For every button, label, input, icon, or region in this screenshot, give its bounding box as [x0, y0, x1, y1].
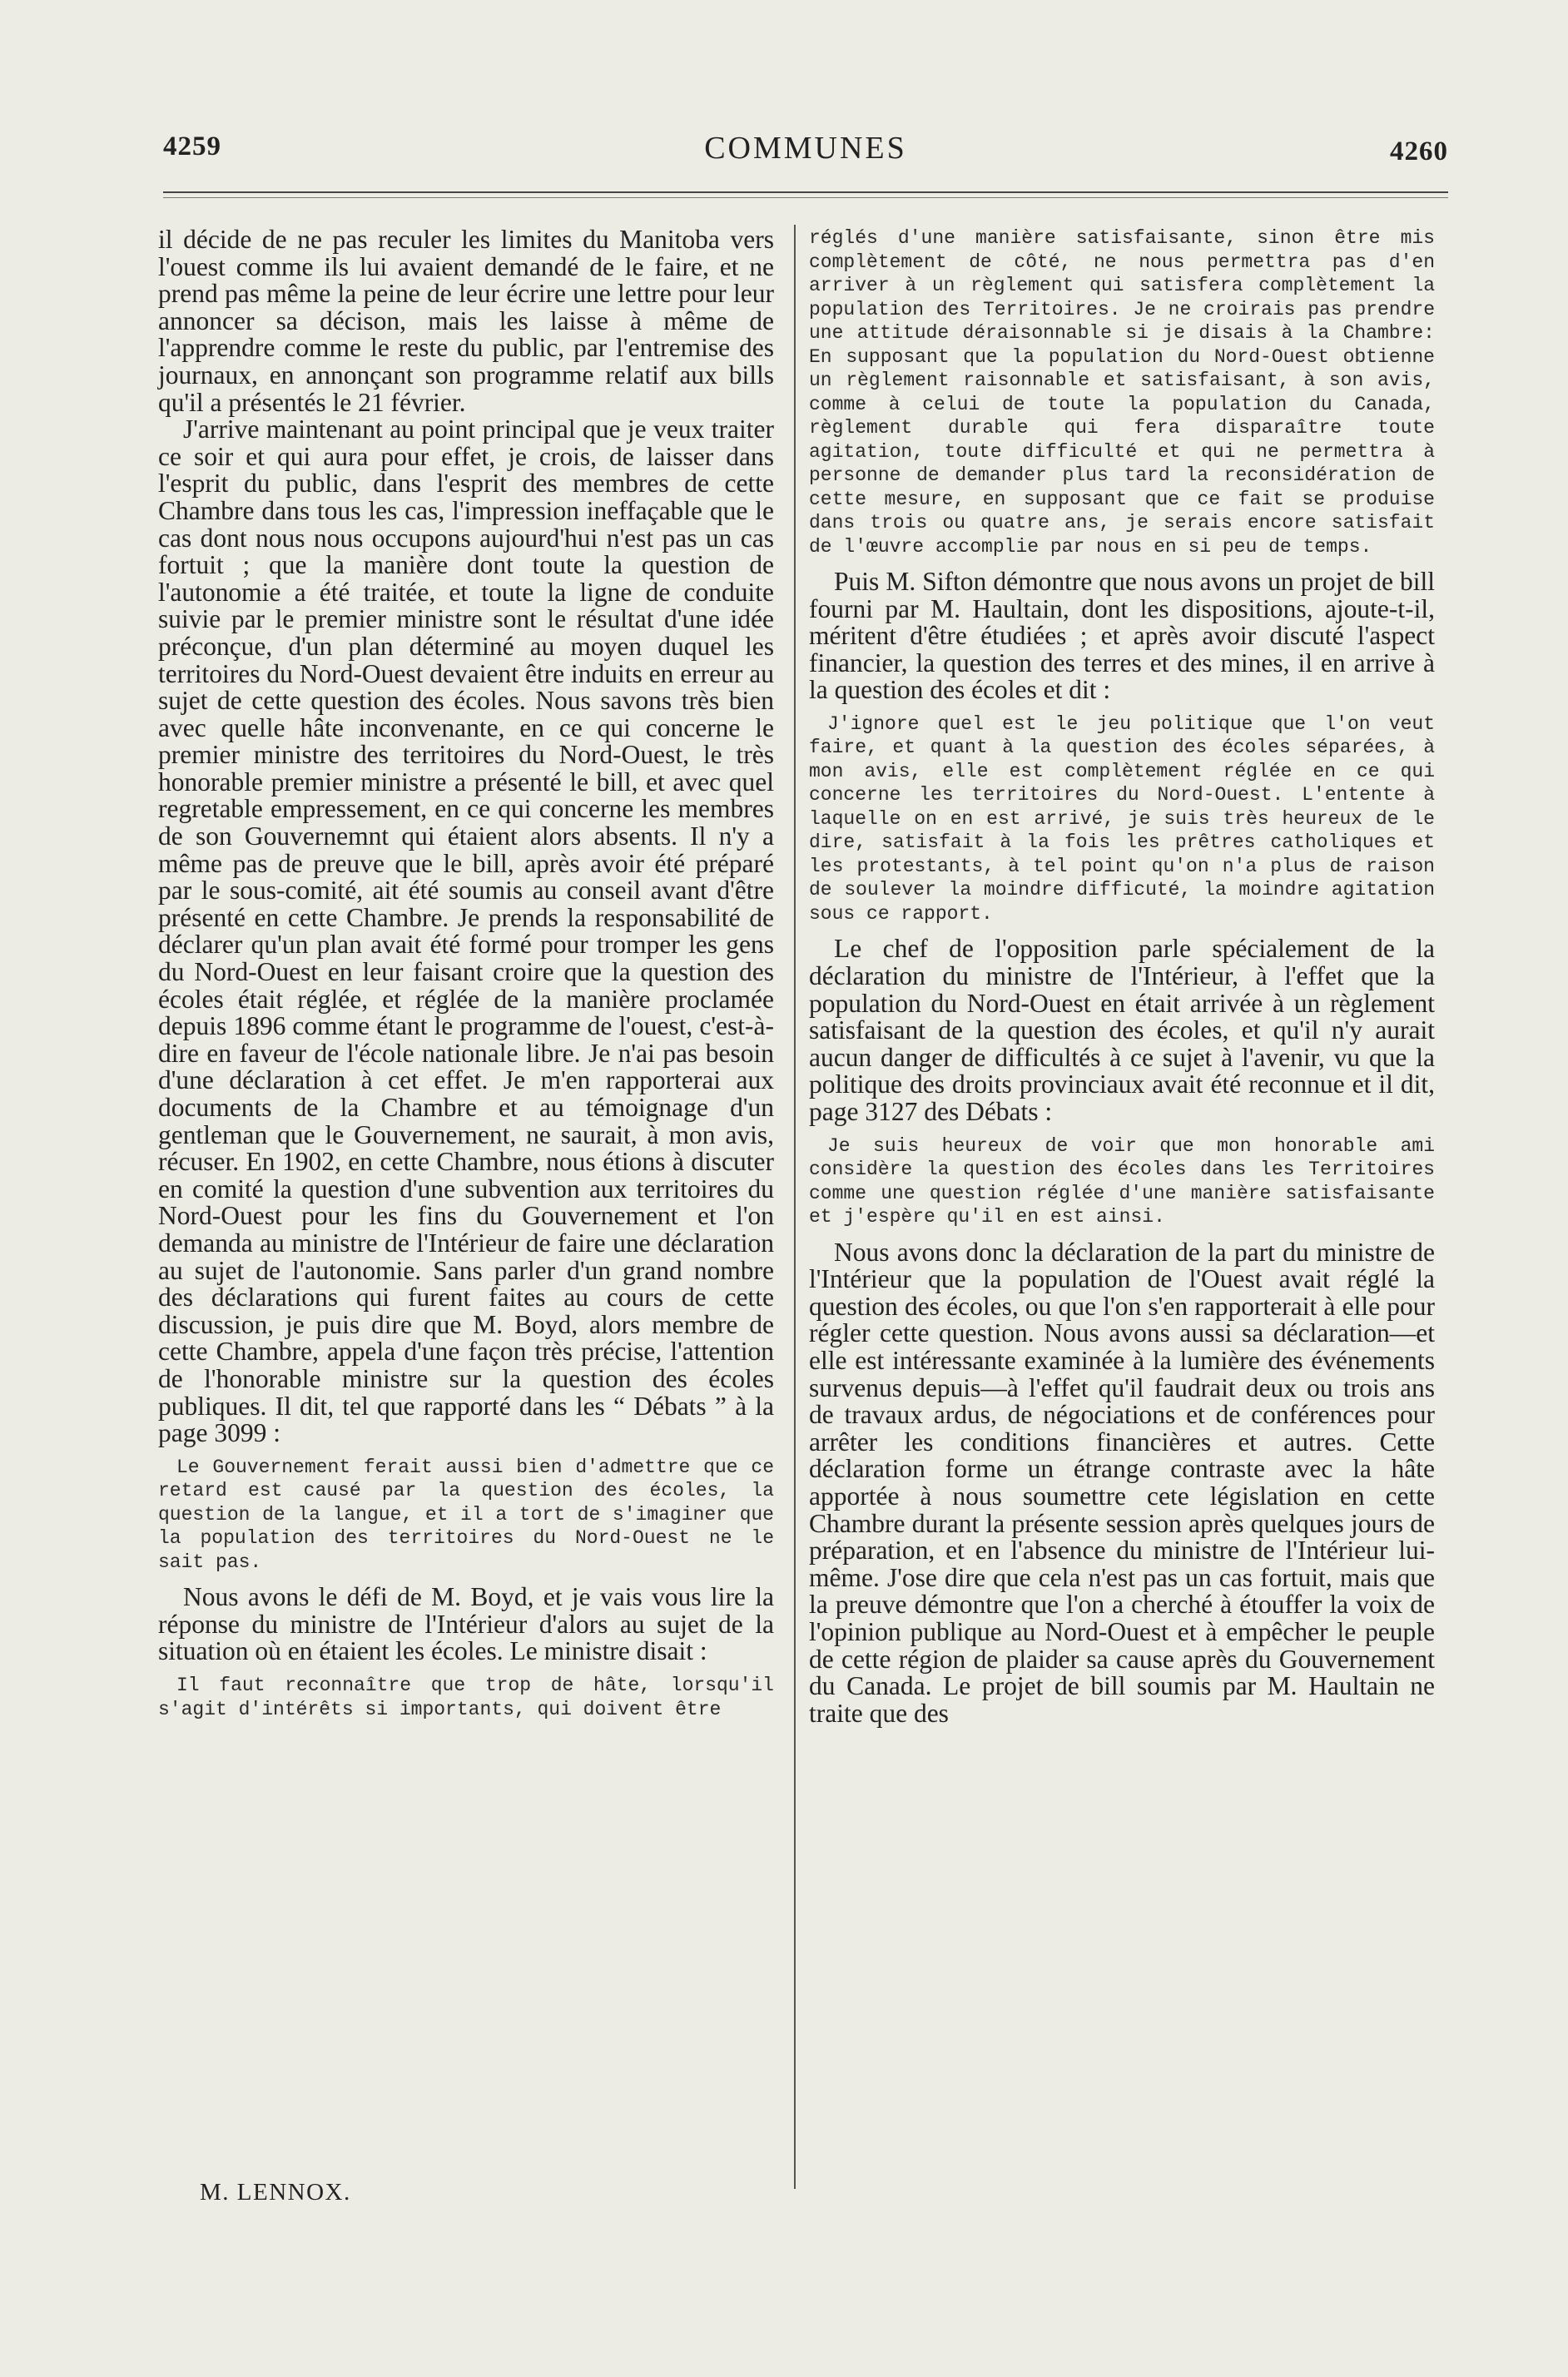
paragraph: Puis M. Sifton démontre que nous avons un projet de bill fourni par M. Haultain, dont les dispositions, ajoute-t-il, méritent d'être étudiées ; et après avoir discuté l'aspect financier, la question des terres et des mines, il en arrive à la question des écoles et dit : [809, 567, 1435, 705]
header-rule-thin [163, 197, 1448, 198]
speaker-signature: M. LENNOX. [200, 2179, 351, 2206]
quoted-paragraph: Il faut reconnaître que trop de hâte, lorsqu'il s'agit d'intérêts si importants, qui doivent être [158, 1675, 774, 1720]
right-column [809, 226, 1435, 1727]
paragraph: Le chef de l'opposition parle spécialement de la déclaration du ministre de l'Intérieur, à l'effet que la population du Nord-Ouest en était arrivée à un règlement satisfaisant de la question des écoles, et qu'il n'y aurait aucun danger de difficultés à ce sujet à l'avenir, vu que la politique des droits provinciaux avait été reconnue et il dit, page 3127 des Débats : [809, 934, 1435, 1127]
left-column [158, 226, 774, 1731]
header-rule [163, 191, 1448, 193]
left-page-number: 4259 [163, 132, 221, 161]
quoted-paragraph: Je suis heureux de voir que mon honorable ami considère la question des écoles dans les Territoires comme une question réglée d'une manière satisfaisante et j'espère qu'il en est ainsi. [809, 1134, 1435, 1228]
paragraph: il décide de ne pas reculer les limites du Manitoba vers l'ouest comme ils lui avaient demandé de le faire, et ne prend pas même la peine de leur écrire une lettre pour leur annoncer sa décison, mais les laisse à même de l'apprendre comme le reste du public, par l'entremise des journaux, en annonçant son programme relatif aux bills qu'il a présentés le 21 février. [158, 225, 774, 417]
paragraph: Nous avons le défi de M. Boyd, et je vais vous lire la réponse du ministre de l'Intérieur d'alors au sujet de la situation où en étaient les écoles. Le ministre disait : [158, 1582, 774, 1666]
page-header [163, 123, 1448, 173]
column-divider [794, 225, 796, 2189]
quoted-paragraph: Le Gouvernement ferait aussi bien d'admettre que ce retard est causé par la question des écoles, la question de la langue, et il a tort de s'imaginer que la population des territoires du Nord-Ouest ne le sait pas. [158, 1456, 774, 1573]
paragraph: Nous avons donc la déclaration de la part du ministre de l'Intérieur que la population de l'Ouest avait réglé la question des écoles, ou que l'on s'en rapporterait à elle pour régler cette question. Nous avons aussi sa déclaration—et elle est intéressante examinée à la lumière des événements survenus depuis—à l'effet qu'il faudrait deux ou trois ans de travaux ardus, de négociations et de conférences pour arrêter les conditions financières et autres. Cette déclaration forme un étrange contraste avec la hâte apportée à nous soumettre cete législation en cette Chambre durant la présente session après quelques jours de préparation, et en l'absence du ministre de l'Intérieur lui-même. J'ose dire que cela n'est pas un cas fortuit, mais que la preuve démontre que l'on a cherché à étouffer la voix de l'opinion publique au Nord-Ouest et à empêcher le peuple de cette région de plaider sa cause après du Gouvernement du Canada. Le projet de bill soumis par M. Haultain ne traite que des [809, 1237, 1435, 1728]
running-title: COMMUNES [704, 131, 907, 166]
quoted-paragraph: réglés d'une manière satisfaisante, sinon être mis complètement de côté, ne nous permettra pas d'en arriver à un règlement qui satisfera complètement la population des Territoires. Je ne croirais pas prendre une attitude déraisonnable si je disais à la Chambre: En supposant que la population du Nord-Ouest obtienne un règlement raisonnable et satisfaisant, à son avis, comme à celui de toute la population du Canada, règlement durable qui fera disparaître toute agitation, toute difficulté et qui ne permettra à personne de demander plus tard la reconsidération de cette mesure, en supposant que ce fait se produise dans trois ou quatre ans, je serais encore satisfait de l'œuvre accomplie par nous en si peu de temps. [809, 227, 1435, 558]
paragraph: J'arrive maintenant au point principal que je veux traiter ce soir et qui aura pour effet, je crois, de laisser dans l'esprit du public, dans l'esprit des membres de cette Chambre dans tous les cas, l'impression ineffaçable que le cas dont nous nous occupons aujourd'hui n'est pas un cas fortuit ; que la manière dont toute la question de l'autonomie a été traitée, et toute la ligne de conduite suivie par le premier ministre sont le résultat d'une idée préconçue, d'un plan déterminé au moyen duquel les territoires du Nord-Ouest devaient être induits en erreur au sujet de cette question des écoles. Nous savons très bien avec quelle hâte inconvenante, en ce qui concerne le premier ministre des territoires du Nord-Ouest, le très honorable premier ministre a présenté le bill, et avec quel regretable empressement, en ce qui concerne les membres de son Gouvernemnt qui étaient alors absents. Il n'y a même pas de preuve que le bill, après avoir été préparé par le sous-comité, ait été soumis au conseil avant d'être présenté en cette Chambre. Je prends la responsabilité de déclarer qu'un plan avait été formé pour tromper les gens du Nord-Ouest en leur faisant croire que la question des écoles était réglée, et réglée de la manière proclamée depuis 1896 comme étant le programme de l'ouest, c'est-à-dire en faveur de l'école nationale libre. Je n'ai pas besoin d'une déclaration à cet effet. Je m'en rapporterai aux documents de la Chambre et au témoignage d'un gentleman que le Gouvernement, ne saurait, à mon avis, récuser. En 1902, en cette Chambre, nous étions à discuter en comité la question d'une subvention aux territoires du Nord-Ouest pour les fins du Gouvernement et l'on demanda au ministre de l'Intérieur de faire une déclaration au sujet de l'autonomie. Sans parler d'un grand nombre des déclarations qui furent faites au cours de cette discussion, je puis dire que M. Boyd, alors membre de cette Chambre, appela d'une façon très précise, l'attention de l'honorable ministre sur la question des écoles publiques. Il dit, tel que rapporté dans les “ Débats ” à la page 3099 : [158, 414, 774, 1448]
right-page-number: 4260 [1390, 136, 1448, 166]
quoted-paragraph: J'ignore quel est le jeu politique que l'on veut faire, et quant à la question des écoles séparées, à mon avis, elle est complètement réglée en ce qui concerne les territoires du Nord-Ouest. L'entente à laquelle on en est arrivé, je suis très heureux de le dire, satisfait à la fois les prêtres catholiques et les protestants, à tel point qu'on n'a plus de raison de soulever la moindre difficuté, la moindre agitation sous ce rapport. [809, 712, 1435, 925]
